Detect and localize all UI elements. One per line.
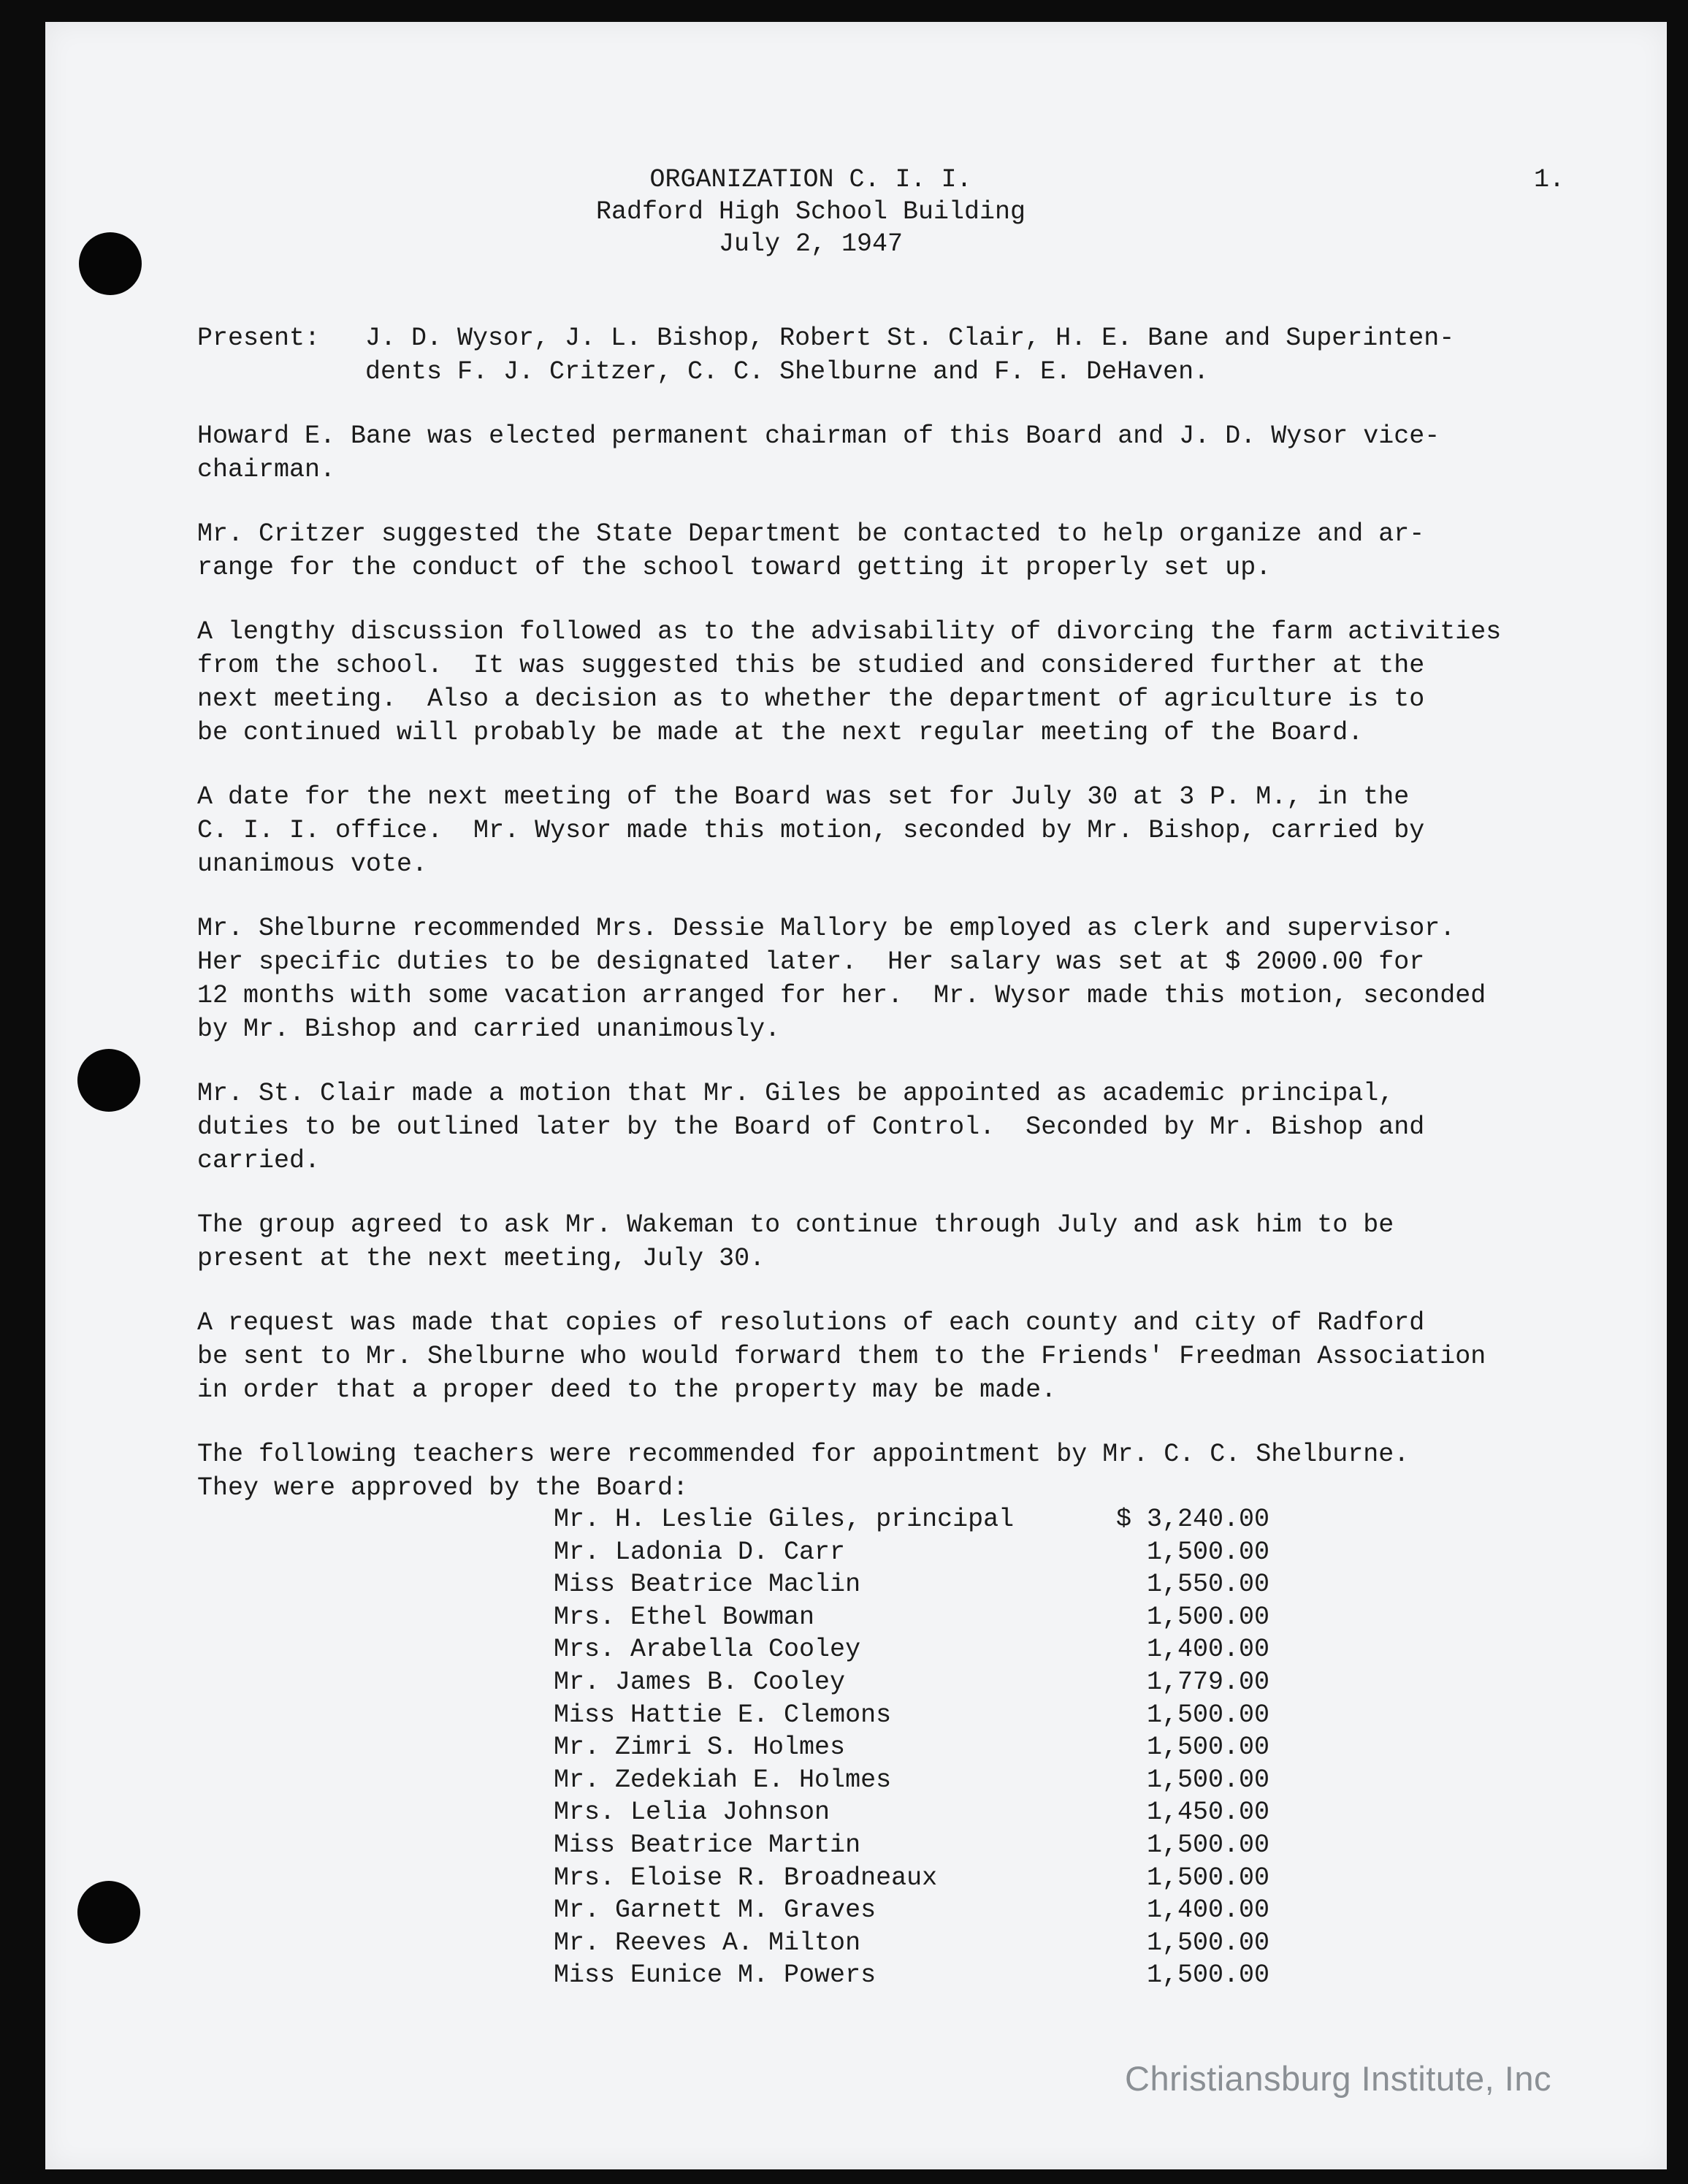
teacher-name: Mr. Reeves A. Milton [554, 1928, 861, 1958]
teacher-name: Mrs. Ethel Bowman [554, 1602, 815, 1632]
paragraph: Mr. St. Clair made a motion that Mr. Giles be appointed as academic principal, duties to be outlined later by the Board of Control. Seconded by Mr. Bishop and carried. [197, 1079, 1425, 1175]
teacher-salary: 1,500.00 [1146, 1602, 1269, 1632]
attendance [197, 321, 1607, 389]
paragraph: A date for the next meeting of the Board was set for July 30 at 3 P. M., in the C. I. I. office. Mr. Wysor made this motion, seconded by Mr. Bishop, carried by unanimous vote. [197, 782, 1425, 879]
present-list: J. D. Wysor, J. L. Bishop, Robert St. Clair, H. E. Bane and Superinten- dents F. J. Critzer, C. C. Shelburne and F. E. DeHaven. [365, 324, 1455, 386]
teacher-name: Miss Beatrice Maclin [554, 1570, 861, 1600]
paragraph: A lengthy discussion followed as to the advisability of divorcing the farm activities from the school. It was suggested this be studied and considered further at the next meeting. Also a decision as to whether the department of agriculture is to be continued will probably be made at the next regular meeting of the Board. [197, 617, 1502, 747]
paragraph: Howard E. Bane was elected permanent chairman of this Board and J. D. Wysor vice- chairman. [197, 421, 1440, 484]
teacher-row [554, 1731, 1269, 1764]
teacher-salary: 1,500.00 [1146, 1830, 1269, 1860]
watermark-text: Christiansburg Institute, Inc [1125, 2059, 1551, 2098]
paragraph: The following teachers were recommended for appointment by Mr. C. C. Shelburne. They were approved by the Board: [197, 1440, 1410, 1503]
teacher-row [554, 1699, 1269, 1732]
teacher-name: Mr. Garnett M. Graves [554, 1895, 877, 1925]
teacher-row [554, 1503, 1269, 1536]
teacher-name: Miss Hattie E. Clemons [554, 1700, 892, 1730]
teacher-row [554, 1959, 1269, 1992]
teacher-salary: 1,400.00 [1146, 1635, 1269, 1665]
page-number: 1. [1534, 165, 1565, 194]
header-date: July 2, 1947 [718, 229, 904, 259]
header-title: ORGANIZATION C. I. I. [649, 165, 972, 194]
teacher-salary: 1,550.00 [1146, 1570, 1269, 1600]
paragraph: Mr. Shelburne recommended Mrs. Dessie Mallory be employed as clerk and supervisor. Her specific duties to be designated later. Her salary was set at $ 2000.00 for 12 months with some vacation arranged for her. Mr. Wysor made this motion, seconded by Mr. Bishop and carried unanimously. [197, 914, 1486, 1044]
teacher-name: Miss Eunice M. Powers [554, 1960, 877, 1990]
paragraph: A request was made that copies of resolutions of each county and city of Radford be sent to Mr. Shelburne who would forward them to the Friends' Freedman Association in order that a proper deed to the property may be made. [197, 1308, 1486, 1405]
teacher-salary: 1,500.00 [1146, 1960, 1269, 1990]
document-header [511, 164, 1110, 260]
teacher-salary: 1,500.00 [1146, 1928, 1269, 1958]
teacher-row [554, 1829, 1269, 1862]
punch-hole [77, 1881, 140, 1944]
teacher-row [554, 1894, 1269, 1927]
teacher-row [554, 1536, 1269, 1569]
teacher-row [554, 1601, 1269, 1634]
teacher-name: Mrs. Lelia Johnson [554, 1798, 830, 1828]
teacher-salary-list [554, 1503, 1269, 1992]
teacher-name: Mr. Ladonia D. Carr [554, 1537, 846, 1567]
teacher-row [554, 1796, 1269, 1829]
teacher-salary: $ 3,240.00 [1115, 1505, 1269, 1534]
teacher-salary: 1,500.00 [1146, 1765, 1269, 1795]
teacher-name: Mr. Zimri S. Holmes [554, 1733, 846, 1763]
teacher-salary: 1,500.00 [1146, 1733, 1269, 1763]
teacher-row [554, 1764, 1269, 1797]
teacher-name: Mr. H. Leslie Giles, principal [554, 1505, 1015, 1534]
punch-hole [79, 232, 142, 295]
teacher-salary: 1,779.00 [1146, 1667, 1269, 1697]
teacher-salary: 1,500.00 [1146, 1863, 1269, 1893]
teacher-salary: 1,500.00 [1146, 1700, 1269, 1730]
teacher-row [554, 1633, 1269, 1666]
paragraph: Mr. Critzer suggested the State Department be contacted to help organize and ar- range for the conduct of the school toward getting it properly set up. [197, 519, 1425, 582]
teacher-name: Mr. Zedekiah E. Holmes [554, 1765, 892, 1795]
punch-hole [77, 1049, 140, 1112]
header-location: Radford High School Building [595, 197, 1026, 226]
teacher-name: Mrs. Eloise R. Broadneaux [554, 1863, 938, 1893]
teacher-salary: 1,500.00 [1146, 1537, 1269, 1567]
teacher-name: Miss Beatrice Martin [554, 1830, 861, 1860]
teacher-name: Mr. James B. Cooley [554, 1667, 846, 1697]
teacher-row [554, 1666, 1269, 1699]
teacher-row [554, 1568, 1269, 1601]
minutes-body [197, 321, 1607, 1535]
teacher-row [554, 1927, 1269, 1960]
paragraph: The group agreed to ask Mr. Wakeman to continue through July and ask him to be present at the next meeting, July 30. [197, 1210, 1394, 1273]
teacher-salary: 1,450.00 [1146, 1798, 1269, 1828]
teacher-salary: 1,400.00 [1146, 1895, 1269, 1925]
teacher-name: Mrs. Arabella Cooley [554, 1635, 861, 1665]
present-label: Present: [197, 324, 321, 353]
teacher-row [554, 1862, 1269, 1895]
